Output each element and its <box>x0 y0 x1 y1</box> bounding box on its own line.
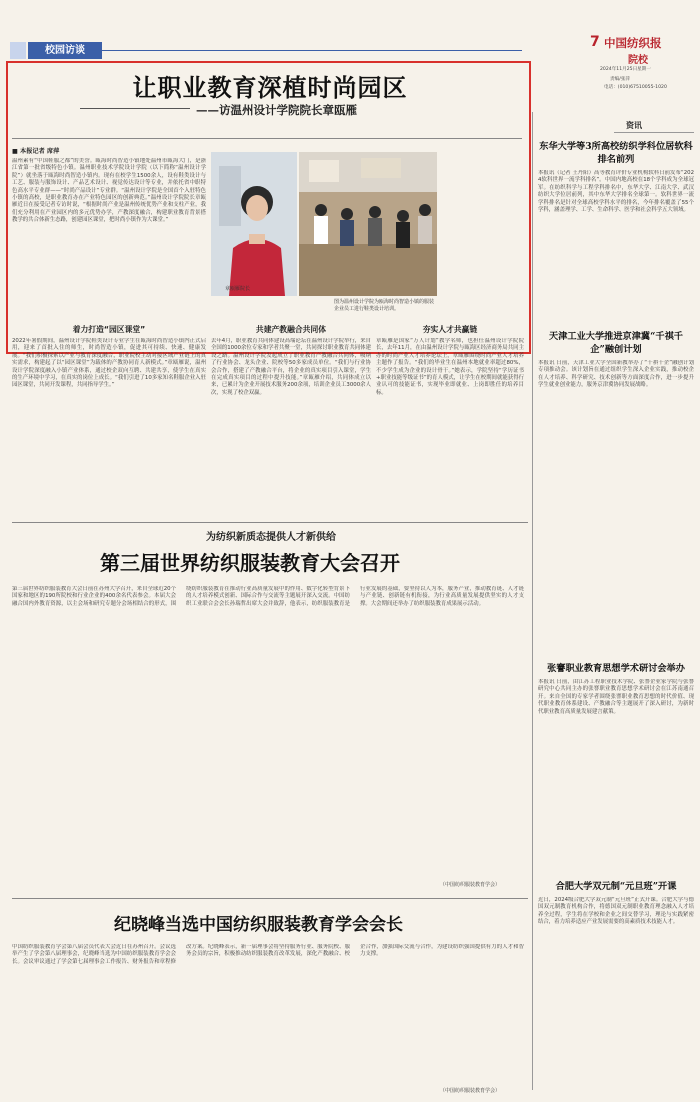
page-number: 7 <box>590 34 600 50</box>
tag-rule <box>102 50 522 51</box>
tag-decoration <box>10 42 26 59</box>
column-2-body: 去年4月，职业教育共同体建设高端论坛在温州设计学院举行，来自全国的1000余位专家和学者共聚一堂，共同探讨职业教育共同体建设之路。温州设计学院发起成立了职业教育产教融合共同体，吸纳了行业协会、龙头企业、院校等50多家成员单位。“我们与行业协会合作，搭建了产教融合平台，将企业的真实项目引入课堂，学生在完成真实项目的过程中提升技能。”章瓯雁介绍，共同体成立以来，已累计为企业开展技术服务200余项，培训企业员工3000余人次，实现了校企双赢。 <box>211 338 371 396</box>
byline: ■ 本报记者 席萍 <box>12 148 60 155</box>
column-3-subtitle: 夯实人才共赢链 <box>422 325 478 334</box>
column-2-subtitle: 共建产教融合共同体 <box>255 325 327 334</box>
right-news-2-title: 天津工业大学推进京津冀“千祺千企”融创计划 <box>549 331 683 355</box>
paper-name: 中国纺织报 <box>604 36 662 50</box>
right-news-4-body: 近日，2024级合肥大学双元制“元旦班”正式开课。合肥大学与德国双元制教育机构合作，将德国双元制职业教育理念融入人才培养全过程，学生将在学校和企业之间交替学习，理论与实践紧密结合，着力培养适应产业发展需要的高素质技术技能人才。 <box>538 897 694 926</box>
lead-subheadline: ——访温州设计学院院长章瓯雁 <box>196 103 357 117</box>
workshop-photo <box>299 152 437 296</box>
section-name: 院校 <box>628 55 648 66</box>
right-column-divider <box>532 112 533 1090</box>
mid-title: 第三届世界纺织服装教育大会召开 <box>100 551 400 575</box>
right-news-1-title: 东华大学等3所高校纺织学科位居软科排名前列 <box>539 141 693 165</box>
right-news-3 <box>538 662 694 859</box>
issue-date: 2024年11月25日星期一 <box>600 67 651 72</box>
right-news-4-title: 合肥大学双元制“元旦班”开课 <box>555 881 677 892</box>
mid-body: 第三届世界纺织服装教育大会日前在苏州大学召开，来自全球近20个国家和地区的190所院校和行业企业的400余名代表参会。本届大会融合国内外教育资源，以主会场和研究专题分会场相结合的形式，围绕纺织服装教育在推动行业高质量发展中的作用、数字化转型背景下的人才培养模式创新、国际合作与交流等主题展开深入交流。中国纺织工业联合会会长孙瑞哲出席大会并致辞，他表示，纺织服装教育是行业发展的基础，要坚持以人为本，服务产业，推动教育链、人才链与产业链、创新链有机衔接，为行业高质量发展提供坚实的人才支撑。大会期间还举办了纺织服装教育成果展示活动。 <box>12 586 524 607</box>
bottom-credit: （中国纺织服装教育学会） <box>440 1088 501 1094</box>
portrait-caption: 章瓯雁院长 <box>225 286 251 292</box>
subhead-rule <box>12 138 522 139</box>
lead-intro: 温州素有“中国鞋服之都”的美誉。瓯海时尚智造小镇地处温州市瓯海大门，是浙江省第一批省级特色小镇。温州职业技术学院设计学院（以下简称“温州设计学院”）就坐落于瓯海时尚智造小镇内。现有在校学生1500余人，设有鞋类设计与工艺、服装与服饰设计、产品艺术设计、视觉传达设计等专业，并依托省中职特色高水平专业群——“时尚产品设计”专业群。“温州设计学院是全国首个入驻特色小镇的高校，是职业教育办在产业特色园区的创新典范。”温州设计学院院长章瓯雁近日在接受记者专访时说，“根据时尚产业是温州传统优势产业和支柱产业，我们充分利用在产业园区内的多元优势办学，产教深度融合，构建职业教育背景搭教学的共合体新生态路，创建园区课堂，把时尚小镇作为大课堂。” <box>12 158 206 224</box>
headline-rule <box>80 108 190 109</box>
zixun-label-box <box>614 119 694 133</box>
column-1-body: 2022年暑假期间，温州设计学院鞋类设计专业学生在瓯海时尚智造小镇内正式启用，迎来了首批入住的师生，时尚智造小镇，促进其可持续、快速、健康发展。“我们积极探索以产业与教育深度融合，职业院校主动对接区域产业链上的真实需求，构建起了以“园区课堂”为载体的产教协同育人新模式。”章瓯雁说，温州设计学院深度融入小镇产业体系，通过校企双向互聘、共建共享，使学生在真实的生产环境中学习，在真实的岗位上成长。“我们引进了10多家知名鞋服企业入驻园区课堂，共同开发课程，共同指导学生。” <box>12 338 206 389</box>
right-news-3-body: 本报讯 日前，由江苏工程职业技术学院、张謇企业家学院与张謇研究中心共同主办的张謇职业教育思想学术研讨会在江苏南通召开。来自全国的专家学者围绕张謇职业教育思想的时代价值、现代职业教育体系建设、产教融合等主题展开了深入研讨，为新时代职业教育高质量发展建言献策。 <box>538 679 694 715</box>
mid-section-rule <box>12 522 528 523</box>
right-news-2-body: 本报讯 日前，天津工业大学全国新教举办了“千祺千企”融创计划专项推动会。该计划旨在通过组织学生深入企业实践，推动校企在人才培养、科学研究、技术创新等方面深度合作，进一步提升学生就业创业能力，服务京津冀协同发展战略。 <box>538 360 694 389</box>
photo-caption: 图为温州设计学院为瓯海时尚智造小镇的服装企业员工进行鞋类设计培训。 <box>334 299 435 312</box>
column-1-subtitle: 着力打造“园区课堂” <box>72 325 146 334</box>
right-news-3-title: 张謇职业教育思想学术研讨会举办 <box>547 663 685 674</box>
mid-kicker: 为纺织新质态提供人才新供给 <box>206 532 336 543</box>
right-news-1-body: 本报讯（记者 王丹阳）高等教育评价专业机构软科日前发布“2024软科世界一流学科排名”。中国内地高校在18个学科成为全球冠军。在纺织科学与工程学科排名中，东华大学、江南大学、武汉纺织大学位居前列，其中东华大学排名全球第一。软科世界一流学科排名是针对全球高校学科水平的排名，今年排名覆盖了55个学科，涵盖理学、工学、生命科学、医学和社会科学五大领域。 <box>538 170 694 214</box>
column-3-body: 章瓯雁是国家“万人计划”教学名师，也担任温州设计学院院长，去年11月，在由温州设计学院与瓯海区经济商务局共同主办的时尚产业人才培养论坛上，章瓯雁围绕时尚产业人才培养主题作了报告。“我们的毕业生在温州本地就业率超过80%，不少学生成为企业的设计骨干。”她表示，学院坚持“学历证书+职业技能等级证书”的育人模式，让学生在校期间就能获得行业认可的技能证书，实现毕业即就业、上岗即胜任的培养目标。 <box>376 338 524 396</box>
workshop-illustration <box>299 152 437 296</box>
zixun-label: 资讯 <box>626 121 642 130</box>
section-tag: 校园访谈 <box>28 42 102 59</box>
portrait-illustration <box>211 152 297 296</box>
portrait-photo <box>211 152 297 296</box>
mid-credit: （中国纺织服装教育学会） <box>440 882 501 888</box>
bottom-title: 纪晓峰当选中国纺织服装教育学会会长 <box>114 915 403 935</box>
right-news-4 <box>538 880 694 1067</box>
right-news-2 <box>538 330 694 556</box>
lead-headline: 让职业教育深植时尚园区 <box>132 73 408 102</box>
bottom-body: 中国纺织服装教育学会第八届会员代表大会近日在苏州召开。会议选举产生了学会第八届理事会，纪晓峰当选为中国纺织服装教育学会会长。会议审议通过了学会第七届理事会工作报告、财务报告和章程修改方案。纪晓峰表示，新一届理事会将坚持服务行业、服务院校、服务会员的宗旨，积极推动纺织服装教育改革发展，深化产教融合、校企合作，加强国际交流与合作，为建设纺织强国提供有力的人才和智力支撑。 <box>12 944 524 965</box>
masthead <box>528 34 700 112</box>
editor: 责编/张萍 <box>610 77 630 82</box>
right-news-1 <box>538 140 694 290</box>
bottom-section-rule <box>12 898 528 899</box>
phone: 电话：(010)67510055-1020 <box>604 85 667 90</box>
